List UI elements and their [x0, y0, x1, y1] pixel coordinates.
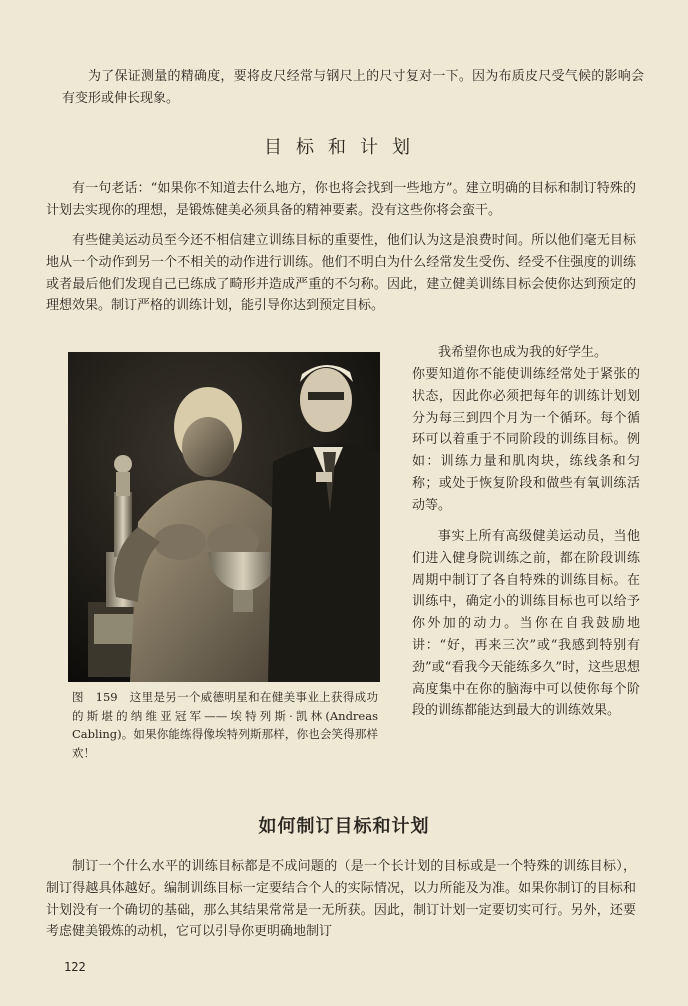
section2-paragraph: 制订一个什么水平的训练目标都是不成问题的（是一个长计划的目标或是一个特殊的训练目标），制订得越具体越好。编制训练目标一定要结合个人的实际情况，以力所能及为准。如果你制订的目标和计划没有一个确切的基础，那么其结果常常是一无所获。因此，制订计划一定要切实可行。另外，还要考虑健美锻炼的动机，它可以引导你更明确地制订	[46, 859, 636, 940]
side-paragraph-1: 我希望你也成为我的好学生。	[438, 345, 608, 360]
section-title-goals-and-plans: 目标和计划	[264, 137, 424, 158]
page-number: 122	[64, 960, 86, 974]
intro-paragraph: 为了保证测量的精确度，要将皮尺经常与钢尺上的尺寸复对一下。因为布质皮尺受气候的影响会有变形或伸长现象。	[62, 69, 644, 106]
side-paragraph-3: 事实上所有高级健美运动员，当他们进入健身院训练之前，都在阶段训练周期中制订了各自特殊的训练目标。在训练中，确定小的训练目标也可以给予你外加的动力。当你在自我鼓励地讲：“好，再来三次”或“我感到特别有劲”或“看我今天能练多久”时，这些思想高度集中在你的脑海中可以使你每个阶段的训练都能达到最大的训练效果。	[412, 529, 640, 719]
figure-caption: 图 159 这里是另一个威德明星和在健美事业上获得成功的斯堪的纳维亚冠军——埃特列斯·凯林(Andreas Cabling)。如果你能练得像埃特列斯那样，你也会笑得那样欢！	[72, 690, 378, 760]
side-paragraph-2: 你要知道你不能使训练经常处于紧张的状态，因此你必须把每年的训练计划划分为每三到四个月为一个循环。每个循环可以着重于不同阶段的训练目标。例如：训练力量和肌肉块，练线条和匀称；或处于恢复阶段和做些有氧训练活动等。	[412, 367, 640, 513]
section-title-how-to-make-goals: 如何制订目标和计划	[258, 816, 430, 837]
section1-paragraph-2: 有些健美运动员至今还不相信建立训练目标的重要性，他们认为这是浪费时间。所以他们毫无目标地从一个动作到另一个不相关的动作进行训练。他们不明白为什么经常发生受伤、经受不住强度的训练或者最后他们发现自己已练成了畸形并造成严重的不匀称。因此，建立健美训练目标会使你达到预定的理想效果。制订严格的训练计划，能引导你达到预定目标。	[46, 233, 636, 314]
photo-illustration	[68, 352, 380, 682]
bodybuilder-trophy-photo	[68, 352, 380, 682]
section1-paragraph-1: 有一句老话：“如果你不知道去什么地方，你也将会找到一些地方”。建立明确的目标和制订特殊的计划去实现你的理想，是锻炼健美必须具备的精神要素。没有这些你将会蛮干。	[46, 181, 636, 218]
